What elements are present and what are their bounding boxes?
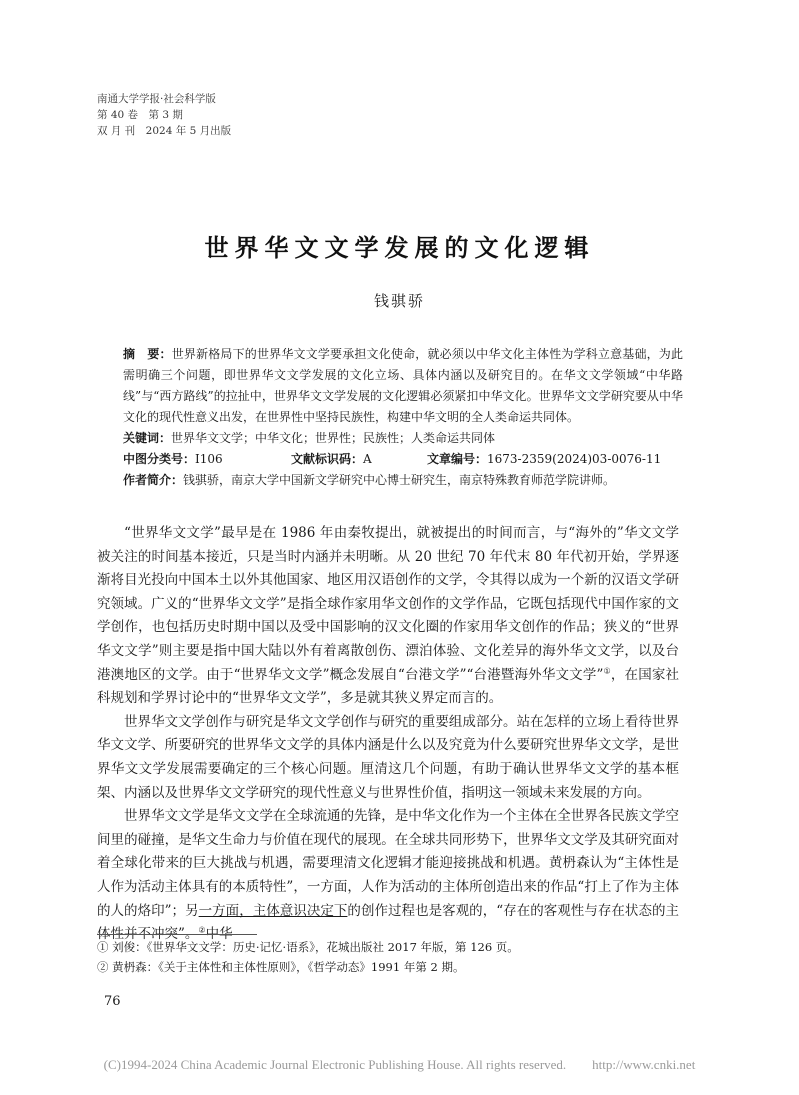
clc-value: I106: [195, 452, 223, 466]
body-paragraph-1-text: “世界华文文学”最早是在 1986 年由秦牧提出，就被提出的时间而言，与“海外的”华文文学被关注的时间基本接近，只是当时内涵并未明晰。从 20 世纪 70 年代末 80 年代初开始，学界逐渐将目光投向中国本土以外其他国家、地区用汉语创作的文学，令其得以成为一个新的汉语文学研究领域。广义的“世界华文文学”是指全球作家用华文创作的文学作品，它既包括现代中国作家的文学创作，也包括历史时期中国以及受中国影响的汉文化圈的作家用华文创作的作品；狭义的“世界华文文学”则主要是指中国大陆以外有着离散创伤、漂泊体验、文化差异的海外华文文学，以及台港澳地区的文学。由于“世界华文文学”概念发展自“台港文学”“台港暨海外华文文学”: [97, 525, 679, 683]
keywords-label: 关键词：: [123, 431, 172, 445]
body-paragraph-2: 世界华文文学创作与研究是华文文学创作与研究的重要组成部分。站在怎样的立场上看待世界华文文学、所要研究的世界华文文学的具体内涵是什么以及究竟为什么要研究世界华文文学，是世界华文文学发展需要确定的三个核心问题。厘清这几个问题，有助于确认世界华文文学的基本框架、内涵以及世界华文文学研究的现代性意义与世界性价值，指明这一领域未来发展的方向。: [97, 713, 679, 801]
article-number-label: 文章编号：: [427, 452, 488, 466]
body-paragraph-1-end: ，在国家社科规划和学界讨论中的“世界华文文学”，多是就其狭义界定而言的。: [97, 666, 680, 707]
abstract-block: [123, 344, 683, 491]
abstract-text: 世界新格局下的世界华文文学要承担文化使命，就必须以中华文化主体性为学科立意基础，为此需明确三个问题，即世界华文文学发展的文化立场、具体内涵以及研究目的。在华文文学领域“中华路线”与“西方路线”的拉扯中，世界华文文学发展的文化逻辑必须紧扣中华文化。世界华文文学研究要从中华文化的现代性意义出发，在世界性中坚持民族性，构建中华文明的全人类命运共同体。: [123, 347, 683, 424]
footnote-ref-1[interactable]: ①: [603, 666, 611, 676]
body-paragraph-3: [97, 805, 679, 947]
author-bio: [123, 470, 683, 491]
article-number: [427, 449, 661, 470]
clc-label: 中图分类号：: [123, 452, 196, 466]
keywords: [123, 428, 683, 449]
abstract-label: 摘 要：: [123, 347, 172, 361]
body-paragraph-1: [97, 522, 679, 711]
journal-header: [97, 91, 231, 139]
copyright-notice: (C)1994-2024 China Academic Journal Electronic Publishing House. All rights reserved. http://www.cnki.net: [103, 1057, 696, 1072]
footnote-2: ② 黄枬森：《关于主体性和主体性原则》，《哲学动态》1991 年第 2 期。: [97, 960, 465, 974]
article-number-value: 1673-2359(2024)03-0076-11: [487, 452, 662, 466]
doc-value: A: [363, 452, 372, 466]
journal-volume: 第 40 卷 第 3 期: [97, 109, 183, 121]
clc-number: [123, 449, 291, 470]
doc-label: 文献标识码：: [291, 452, 364, 466]
journal-issue: 双 月 刊 2024 年 5 月出版: [97, 125, 232, 137]
journal-name: 南通大学学报·社会科学版: [97, 93, 216, 105]
body-paragraph-3-text: 世界华文文学是华文文学在全球流通的先锋，是中华文化作为一个主体在全世界各民族文学空间里的碰撞，是华文生命力与价值在现代的展现。在全球共同形势下，世界华文文学及其研究面对着全球化带来的巨大挑战与机遇，需要理清文化逻辑才能迎接挑战和机遇。黄枬森认为“主体性是人作为活动主体具有的本质特性”，一方面，人作为活动的主体所创造出来的作品“打上了作为主体的人的烙印”；另: [97, 808, 679, 919]
abstract: [123, 344, 683, 428]
classification-row: [123, 449, 683, 470]
author-bio-text: 钱骐骄，南京大学中国新文学研究中心博士研究生，南京特殊教育师范学院讲师。: [183, 473, 616, 487]
footnote-ref-2[interactable]: ②: [198, 925, 206, 935]
body-paragraph-3-underlined: 一方面，主体意识决定下: [198, 902, 348, 919]
body-paragraph-3-end: 中华: [205, 926, 233, 943]
footnotes: [97, 937, 679, 977]
body-paragraph-3-text-b: 的创作过程也是客观的，“存在的客观性与存在状态的主体性并不冲突”。: [97, 902, 680, 943]
keywords-text: 世界华文文学；中华文化；世界性；民族性；人类命运共同体: [171, 431, 496, 445]
article-author: 钱骐骄: [373, 292, 425, 310]
article-body: [97, 522, 679, 947]
footnote-1: ① 刘俊：《世界华文文学：历史·记忆·语系》，花城出版社 2017 年版，第 126 页。: [97, 940, 519, 954]
page-number: 76: [104, 994, 121, 1009]
doc-code: [291, 449, 427, 470]
article-title: 世界华文文学发展的文化逻辑: [204, 234, 595, 262]
author-bio-label: 作者简介：: [123, 473, 184, 487]
footnote-divider: [97, 934, 257, 935]
